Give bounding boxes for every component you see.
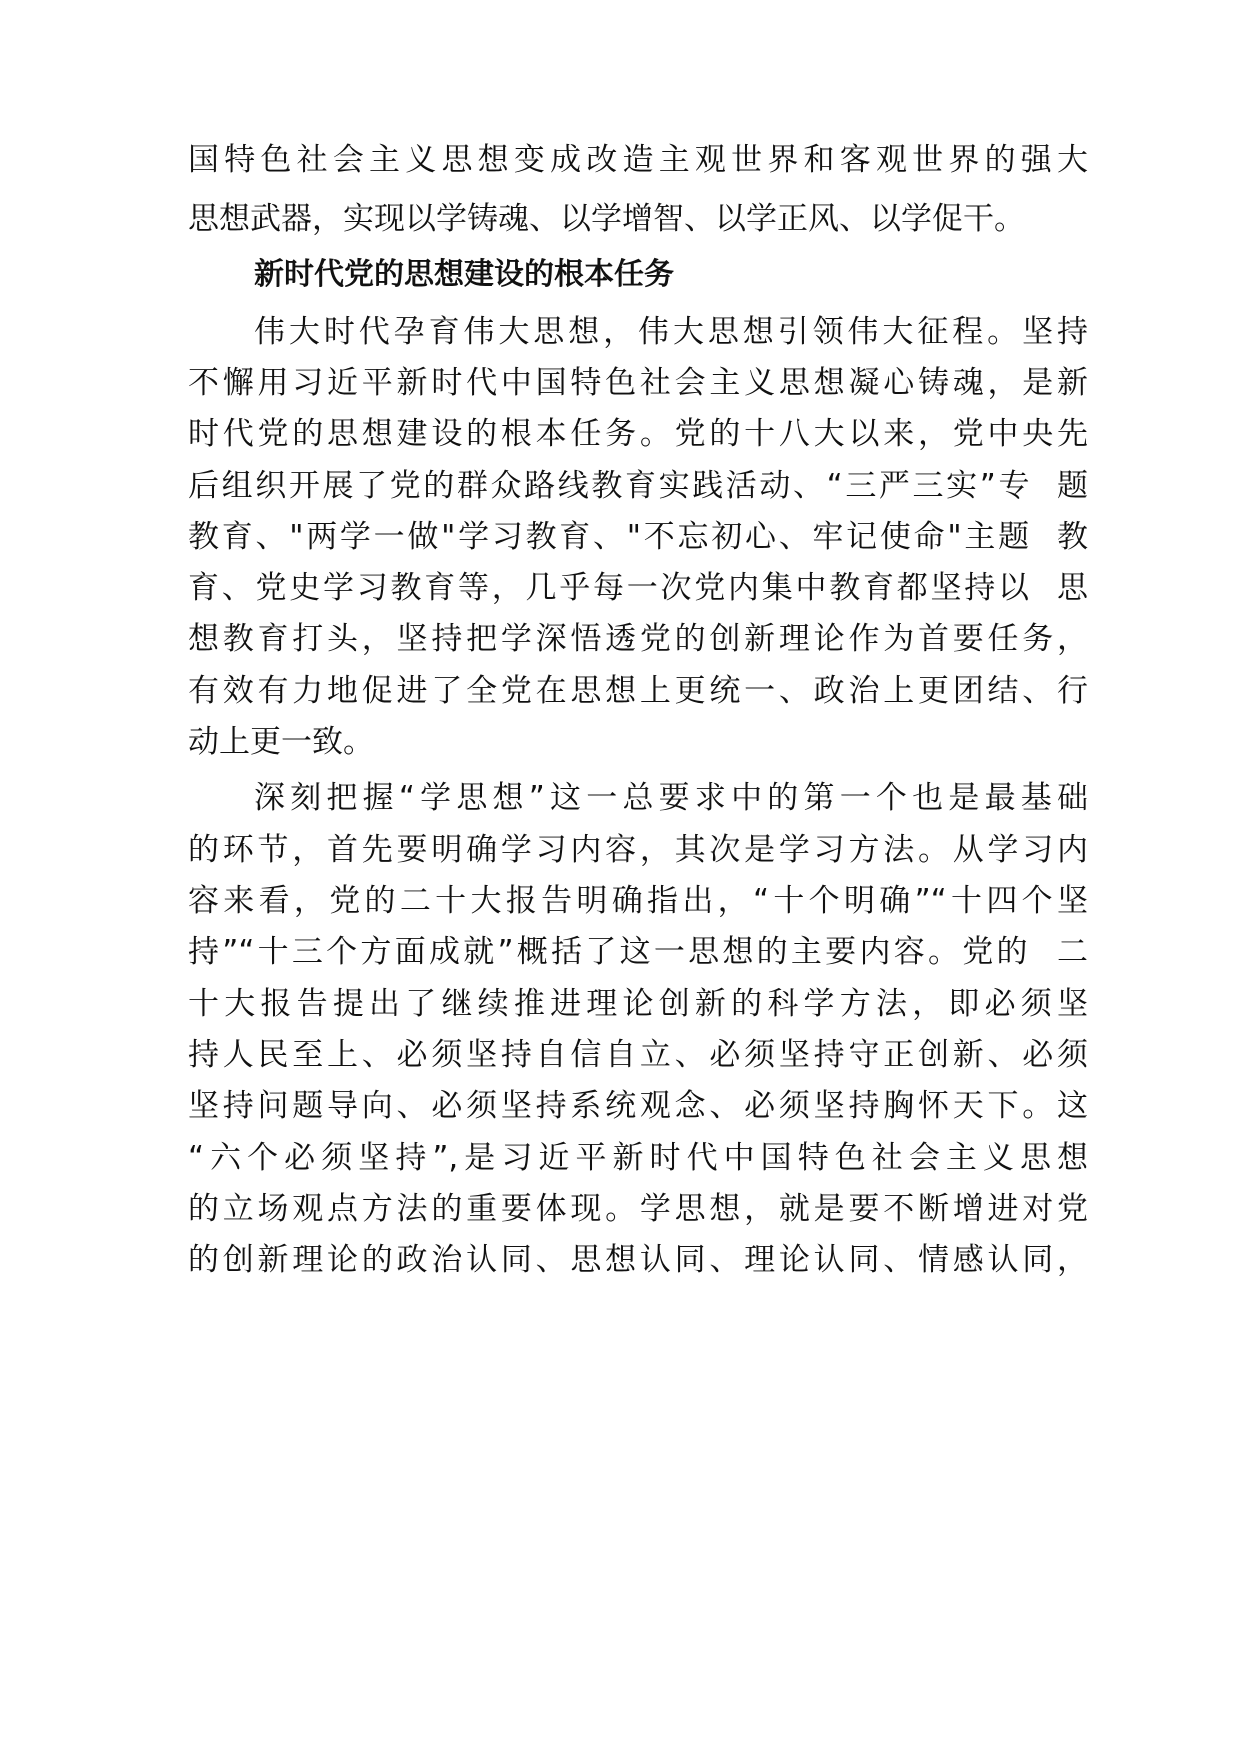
paragraph-2-line-10: 的创新理论的政治认同、思想认同、理论认同、情感认同， xyxy=(188,1242,1088,1278)
paragraph-1-line-4: 后组织开展了党的群众路线教育实践活动、“三严三实”专 题 xyxy=(188,468,1088,504)
paragraph-2-line-6: 持人民至上、必须坚持自信自立、必须坚持守正创新、必须 xyxy=(188,1037,1088,1073)
paragraph-1-line-8: 有效有力地促进了全党在思想上更统一、政治上更团结、行 xyxy=(188,673,1088,709)
paragraph-1-line-9: 动上更一致。 xyxy=(188,724,374,760)
paragraph-1-line-6: 育、党史学习教育等，几乎每一次党内集中教育都坚持以 思 xyxy=(188,570,1088,606)
paragraph-1-line-3: 时代党的思想建设的根本任务。党的十八大以来，党中央先 xyxy=(188,416,1088,452)
paragraph-1-line-1: 伟大时代孕育伟大思想，伟大思想引领伟大征程。坚持 xyxy=(254,314,1088,350)
paragraph-2-line-2: 的环节，首先要明确学习内容，其次是学习方法。从学习内 xyxy=(188,832,1088,868)
paragraph-2-line-9: 的立场观点方法的重要体现。学思想，就是要不断增进对党 xyxy=(188,1191,1088,1227)
paragraph-1-line-2: 不懈用习近平新时代中国特色社会主义思想凝心铸魂，是新 xyxy=(188,365,1088,401)
intro-line-1: 国特色社会主义思想变成改造主观世界和客观世界的强大 xyxy=(188,142,1088,178)
paragraph-1-line-7: 想教育打头，坚持把学深悟透党的创新理论作为首要任务， xyxy=(188,621,1088,657)
paragraph-2-line-8: “六个必须坚持”,是习近平新时代中国特色社会主义思想 xyxy=(188,1140,1088,1176)
paragraph-2-line-1: 深刻把握“学思想”这一总要求中的第一个也是最基础 xyxy=(254,780,1088,816)
paragraph-2-line-4: 持”“十三个方面成就”概括了这一思想的主要内容。党的 二 xyxy=(188,934,1088,970)
paragraph-2-line-7: 坚持问题导向、必须坚持系统观念、必须坚持胸怀天下。这 xyxy=(188,1088,1088,1124)
section-heading: 新时代党的思想建设的根本任务 xyxy=(254,257,674,292)
paragraph-2-line-5: 十大报告提出了继续推进理论创新的科学方法，即必须坚 xyxy=(188,986,1088,1022)
paragraph-1-line-5: 教育、"两学一做"学习教育、"不忘初心、牢记使命"主题 教 xyxy=(188,519,1088,555)
paragraph-2-line-3: 容来看，党的二十大报告明确指出，“十个明确”“十四个坚 xyxy=(188,883,1088,919)
intro-line-2: 思想武器，实现以学铸魂、以学增智、以学正风、以学促干。 xyxy=(188,201,1025,237)
